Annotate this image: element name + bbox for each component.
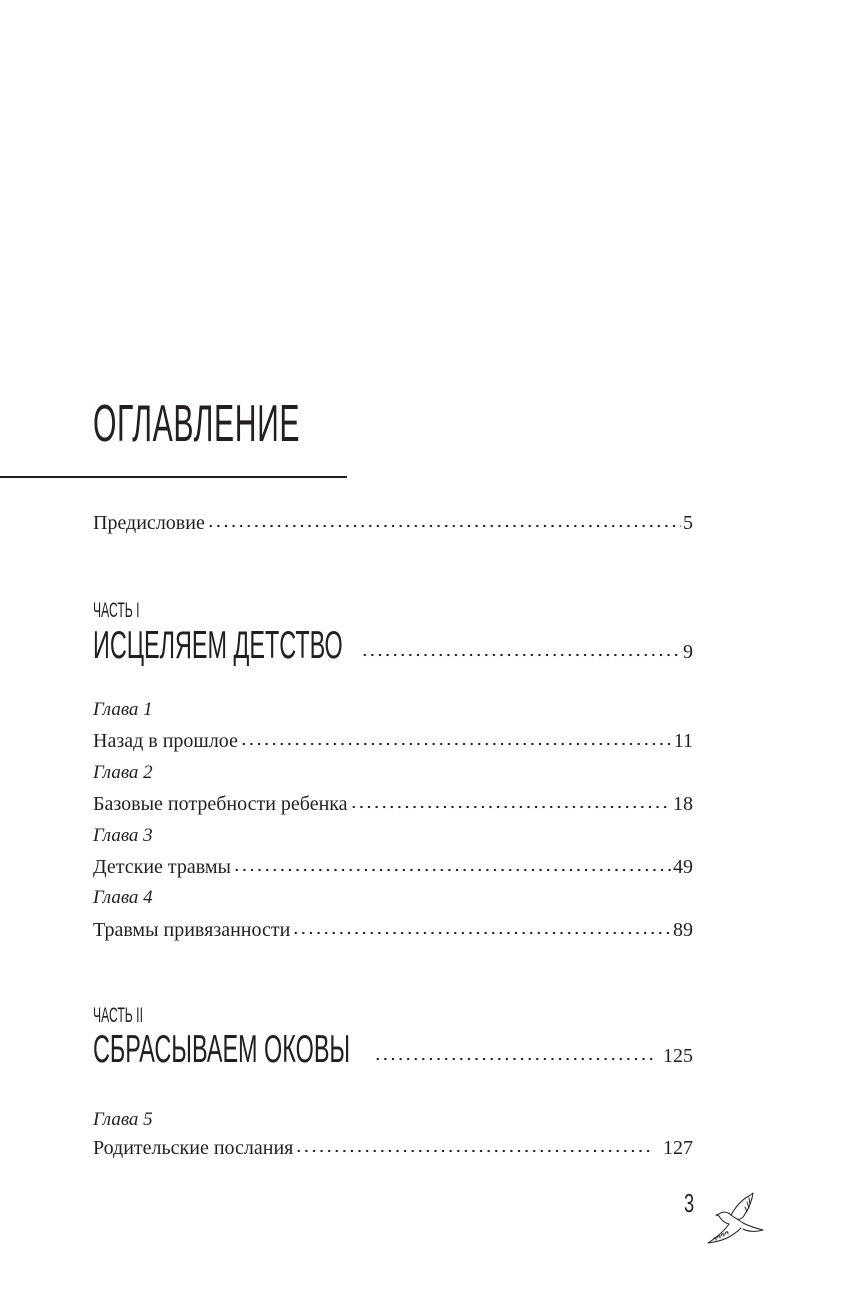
entry-title: Предисловие (93, 512, 205, 534)
bird-icon (703, 1190, 773, 1252)
dot-leader (350, 805, 671, 809)
dot-leader (295, 1149, 653, 1153)
entry-page: 89 (673, 919, 693, 941)
entry-title: Детские травмы (93, 856, 231, 878)
entry-title: Родительские послания (93, 1137, 294, 1159)
dot-leader (240, 742, 672, 746)
chapter-number: Глава 2 (93, 762, 153, 783)
part-label: ЧАСТЬ I (93, 599, 140, 622)
entry-page: 125 (663, 1045, 693, 1067)
entry-title: Базовые потребности ребенка (93, 793, 348, 815)
entry-page: 11 (673, 730, 693, 752)
toc-entry-part-1[interactable] (93, 626, 693, 665)
chapter-number: Глава 1 (93, 699, 153, 720)
chapter-number: Глава 4 (93, 887, 153, 908)
title-divider (0, 476, 347, 478)
toc-entry-chapter[interactable] (93, 794, 693, 814)
dot-leader (374, 1057, 653, 1061)
toc-entry-part-2[interactable] (93, 1030, 693, 1069)
entry-title: Назад в прошлое (93, 730, 238, 752)
entry-page: 49 (673, 856, 693, 878)
dot-leader (292, 931, 671, 935)
dot-leader (207, 524, 681, 528)
entry-page: 5 (683, 512, 693, 534)
part-title: СБРАСЫВАЕМ ОКОВЫ (93, 1028, 351, 1071)
toc-entry-chapter[interactable] (93, 1138, 693, 1158)
chapter-number: Глава 3 (93, 825, 153, 846)
page-title: ОГЛАВЛЕНИЕ (93, 395, 301, 453)
page-number: 3 (684, 1188, 695, 1218)
toc-entry-preface[interactable] (93, 513, 693, 533)
dot-leader (361, 653, 681, 657)
entry-page: 9 (683, 641, 693, 663)
toc-entry-chapter[interactable] (93, 920, 693, 940)
chapter-number: Глава 5 (93, 1109, 153, 1130)
dot-leader (233, 868, 671, 872)
entry-page: 18 (673, 793, 693, 815)
toc-entry-chapter[interactable] (93, 857, 693, 877)
part-title: ИСЦЕЛЯЕМ ДЕТСТВО (93, 624, 343, 667)
toc-entry-chapter[interactable] (93, 731, 693, 751)
entry-page: 127 (663, 1137, 693, 1159)
entry-title: Травмы привязанности (93, 919, 291, 941)
part-label: ЧАСТЬ II (93, 1004, 143, 1027)
